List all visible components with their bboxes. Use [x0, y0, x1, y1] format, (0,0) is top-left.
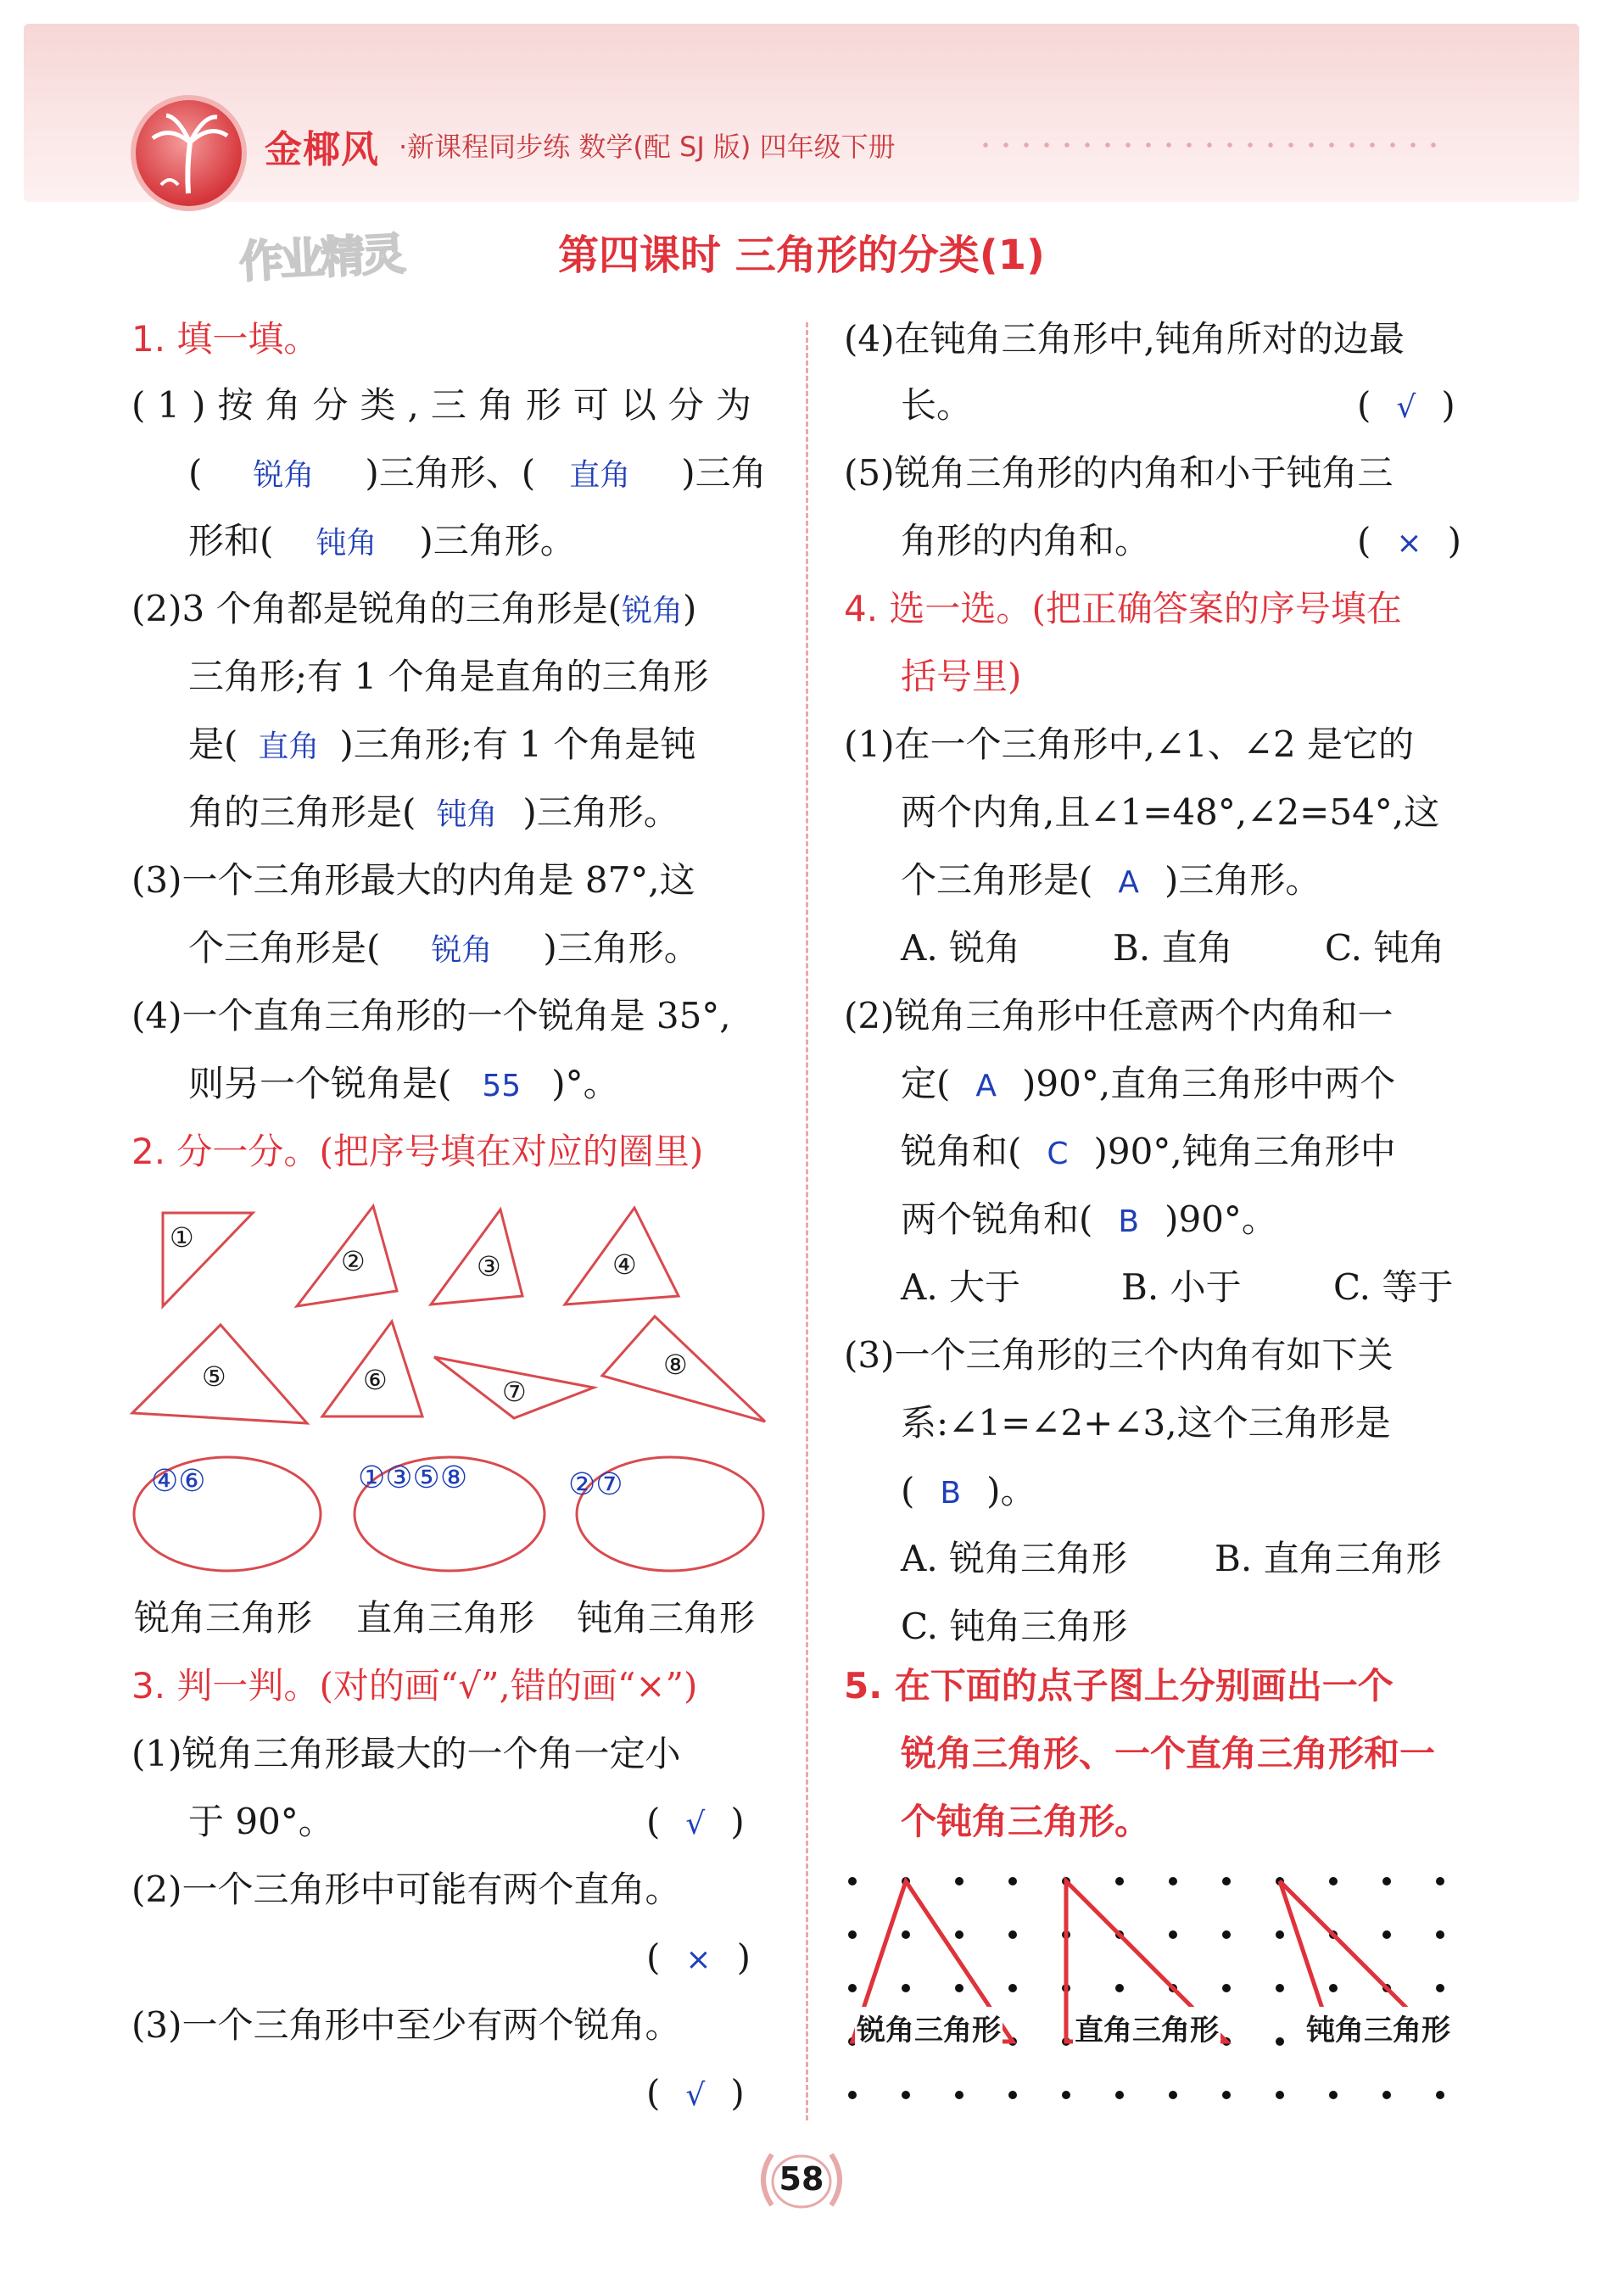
header-dots — [975, 142, 1450, 148]
q4-p3-line-c: ( B )。 — [901, 1470, 1036, 1511]
answer: 锐角 — [621, 594, 683, 628]
grid-dot — [1276, 2091, 1284, 2099]
grid-dot — [902, 1930, 910, 1939]
page-title: 第四课时 三角形的分类(1) — [558, 232, 1045, 279]
grid-dot — [1222, 1930, 1231, 1939]
grid-dot — [1169, 1930, 1177, 1939]
grid-dot — [902, 1984, 910, 1992]
grid-dot — [848, 1930, 857, 1939]
triangle-label-5: ⑤ — [202, 1360, 226, 1393]
grid-dot — [848, 2091, 857, 2099]
q5-label-right: 直角三角形 — [1073, 2007, 1220, 2048]
answer: 钝角 — [316, 526, 377, 561]
grid-dot — [1436, 1984, 1444, 1992]
q1-p3-line-b: 个三角形是( 锐角 )三角形。 — [188, 927, 700, 969]
q4-p1-option-b: B. 直角 — [1113, 927, 1233, 969]
brand-name: 金椰风 — [265, 128, 379, 171]
grid-dot — [1276, 1930, 1284, 1939]
q4-p2-option-c: C. 等于 — [1333, 1266, 1454, 1308]
q3-p2-judgement: ( × ) — [646, 1936, 751, 1978]
page-number: 58 — [779, 2160, 824, 2198]
triangle-label-3: ③ — [477, 1250, 501, 1282]
q4-p1-option-a: A. 锐角 — [901, 927, 1021, 969]
grid-dot — [955, 2091, 963, 2099]
answer: 直角 — [569, 458, 631, 493]
grid-dot — [1008, 2091, 1017, 2099]
q1-heading: 1. 填一填。 — [131, 318, 320, 360]
answer: √ — [1396, 390, 1416, 425]
q3-p2-line-a: (2)一个三角形中可能有两个直角。 — [131, 1869, 681, 1910]
q1-p1-line-c: 形和( 钝角 )三角形。 — [188, 520, 576, 561]
q4-p2-option-b: B. 小于 — [1121, 1266, 1242, 1308]
answer: × — [685, 1942, 712, 1977]
q1-p2-line-a: (2)3 个角都是锐角的三角形是(锐角) — [131, 588, 697, 629]
q1-p1-line-a: (1)按角分类,三角形可以分为 — [131, 384, 763, 426]
q1-p2-line-d: 角的三角形是( 钝角 )三角形。 — [188, 791, 679, 833]
grid-dot — [1436, 2091, 1444, 2099]
answer: √ — [685, 2078, 706, 2113]
grid-dot — [1436, 1877, 1444, 1885]
grid-dot — [1222, 2091, 1231, 2099]
q1-p3-line-a: (3)一个三角形最大的内角是 87°,这 — [131, 859, 695, 901]
grid-dot — [1008, 1877, 1017, 1885]
grid-dot — [1329, 2091, 1338, 2099]
q3-p4-judgement: ( √ ) — [1357, 384, 1455, 426]
q3-p5-line-b: 角形的内角和。 — [901, 520, 1151, 561]
circle-acute-answer: ④⑥ — [151, 1464, 206, 1499]
q4-p1-line-a: (1)在一个三角形中,∠1、∠2 是它的 — [844, 723, 1415, 765]
column-divider — [806, 322, 808, 2120]
q4-p3-line-a: (3)一个三角形的三个内角有如下关 — [844, 1334, 1394, 1376]
answer: C — [1047, 1137, 1069, 1171]
triangle-label-4: ④ — [612, 1249, 637, 1281]
q5-heading-c: 个钝角三角形。 — [901, 1801, 1151, 1842]
q5-heading-b: 锐角三角形、一个直角三角形和一 — [901, 1733, 1436, 1774]
q4-p1-line-c: 个三角形是( A )三角形。 — [901, 859, 1321, 901]
answer: 锐角 — [253, 458, 315, 493]
triangle-label-8: ⑧ — [663, 1349, 688, 1381]
grid-dot — [1115, 1984, 1124, 1992]
q3-p4-line-a: (4)在钝角三角形中,钝角所对的边最 — [844, 318, 1405, 360]
q1-p2-line-c: 是( 直角 )三角形;有 1 个角是钝 — [188, 723, 696, 765]
triangle-label-7: ⑦ — [502, 1376, 527, 1408]
q4-heading: 4. 选一选。(把正确答案的序号填在 — [844, 588, 1402, 629]
grid-dot — [1382, 2091, 1391, 2099]
q4-p1-option-c: C. 钝角 — [1325, 927, 1445, 969]
grid-dot — [955, 1984, 963, 1992]
answer: 55 — [482, 1069, 522, 1103]
q4-p3-option-c: C. 钝角三角形 — [901, 1606, 1128, 1647]
circle-obtuse-answer: ②⑦ — [568, 1467, 623, 1502]
grid-dot — [1382, 1930, 1391, 1939]
q3-p3-line-a: (3)一个三角形中至少有两个锐角。 — [131, 2004, 681, 2046]
q4-p3-option-a: A. 锐角三角形 — [901, 1538, 1128, 1579]
grid-dot — [1115, 1877, 1124, 1885]
q4-p3-option-b: B. 直角三角形 — [1215, 1538, 1442, 1579]
grid-dot — [1382, 1877, 1391, 1885]
q3-p1-line-b: 于 90°。 — [188, 1801, 334, 1842]
triangle-label-1: ① — [170, 1221, 194, 1254]
answer: A — [1118, 865, 1140, 900]
answer: √ — [685, 1807, 706, 1841]
q4-p2-line-b: 定( A )90°,直角三角形中两个 — [901, 1063, 1396, 1104]
q5-dot-grid — [835, 1866, 1514, 2120]
grid-dot — [1329, 1877, 1338, 1885]
grid-dot — [1115, 2091, 1124, 2099]
q3-p3-judgement: ( √ ) — [646, 2072, 745, 2114]
q1-p2-line-b: 三角形;有 1 个角是直角的三角形 — [188, 656, 709, 697]
q3-p5-judgement: ( × ) — [1357, 520, 1461, 561]
series-title: ·新课程同步练 数学(配 SJ 版) 四年级下册 — [399, 131, 896, 163]
grid-dot — [848, 1877, 857, 1885]
grid-dot — [1008, 1930, 1017, 1939]
answer: 直角 — [258, 729, 320, 764]
circle-obtuse-label: 钝角三角形 — [577, 1597, 756, 1639]
q5-heading-a: 5. 在下面的点子图上分别画出一个 — [844, 1665, 1394, 1707]
q3-p4-line-b: 长。 — [901, 384, 973, 426]
q4-p2-line-c: 锐角和( C )90°,钝角三角形中 — [901, 1131, 1396, 1172]
q1-p4-line-b: 则另一个锐角是( 55 )°。 — [188, 1063, 619, 1104]
answer: A — [975, 1069, 997, 1103]
answer: B — [940, 1476, 962, 1511]
q5-label-acute: 锐角三角形 — [855, 2007, 1003, 2048]
header-band — [24, 24, 1579, 202]
circle-right-label: 直角三角形 — [356, 1597, 535, 1639]
q5-label-obtuse: 钝角三角形 — [1304, 2007, 1452, 2048]
grid-dot — [1276, 2037, 1284, 2046]
triangle-label-2: ② — [341, 1245, 366, 1277]
grid-dot — [1222, 1877, 1231, 1885]
circle-right-answer: ①③⑤⑧ — [358, 1461, 468, 1495]
answer: 钝角 — [436, 797, 498, 832]
grid-dot — [1436, 1930, 1444, 1939]
answer: × — [1396, 526, 1422, 561]
palm-tree-icon — [136, 100, 242, 206]
grid-dot — [848, 1984, 857, 1992]
q3-heading: 3. 判一判。(对的画“√”,错的画“×”) — [131, 1665, 698, 1707]
q4-p2-line-d: 两个锐角和( B )90°。 — [901, 1198, 1277, 1240]
grid-dot — [1222, 1984, 1231, 1992]
grid-dot — [1169, 2091, 1177, 2099]
grid-dot — [1329, 1984, 1338, 1992]
grid-dot — [1008, 1984, 1017, 1992]
grid-dot — [902, 2091, 910, 2099]
q4-p1-line-b: 两个内角,且∠1=48°,∠2=54°,这 — [901, 791, 1440, 833]
q3-p1-line-a: (1)锐角三角形最大的一个角一定小 — [131, 1733, 681, 1774]
grid-dot — [955, 1877, 963, 1885]
q4-p2-line-a: (2)锐角三角形中任意两个内角和一 — [844, 995, 1394, 1036]
q2-triangles-figure — [127, 1196, 780, 1595]
answer: B — [1118, 1204, 1140, 1239]
q4-heading-cont: 括号里) — [901, 656, 1022, 697]
watermark-stamp: 作业精灵 — [237, 229, 404, 288]
q4-p2-option-a: A. 大于 — [901, 1266, 1021, 1308]
q4-p3-line-b: 系:∠1=∠2+∠3,这个三角形是 — [901, 1402, 1391, 1444]
triangle-label-6: ⑥ — [363, 1364, 388, 1396]
q3-p1-judgement: ( √ ) — [646, 1801, 745, 1842]
q2-heading: 2. 分一分。(把序号填在对应的圈里) — [131, 1131, 704, 1172]
q1-p1-line-b: ( 锐角 )三角形、( 直角 )三角 — [188, 452, 767, 494]
grid-dot — [1169, 1877, 1177, 1885]
circle-acute-label: 锐角三角形 — [134, 1597, 313, 1639]
q1-p4-line-a: (4)一个直角三角形的一个锐角是 35°, — [131, 995, 731, 1036]
answer: 锐角 — [431, 933, 493, 968]
grid-dot — [1062, 2091, 1070, 2099]
q3-p5-line-a: (5)锐角三角形的内角和小于钝角三 — [844, 452, 1394, 494]
grid-dot — [1276, 1984, 1284, 1992]
grid-dot — [955, 1930, 963, 1939]
